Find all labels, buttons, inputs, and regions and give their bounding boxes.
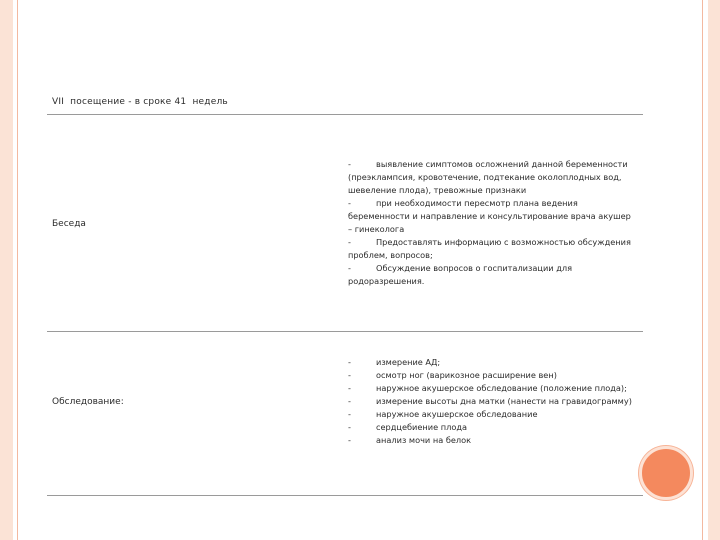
page-title: VII посещение - в сроке 41 недель xyxy=(52,97,228,107)
table-rule-top xyxy=(47,114,643,115)
list-item: - наружное акушерское обследование (положение плода); xyxy=(348,383,627,393)
table-rule-middle xyxy=(47,331,643,332)
row-content-beseda xyxy=(348,158,634,288)
row-label-obsledovanie: Обследование: xyxy=(52,397,124,407)
right-decorative-band xyxy=(708,0,720,540)
list-item: - при необходимости пересмотр плана ведения беременности и направление и консультирование врача акушер – гинеколога xyxy=(348,198,631,234)
list-item: - анализ мочи на белок xyxy=(348,435,472,445)
list-item: - осмотр ног (варикозное расширение вен) xyxy=(348,370,557,380)
table-rule-bottom xyxy=(47,495,643,496)
list-item: - наружное акушерское обследование xyxy=(348,409,538,419)
row-label-beseda: Беседа xyxy=(52,219,86,229)
list-item: - выявление симптомов осложнений данной беременности (преэклампсия, кровотечение, подтекание околоплодных вод, шевеление плода), тревожные признаки xyxy=(348,159,628,195)
left-decorative-band xyxy=(0,0,13,540)
list-item: - Обсуждение вопросов о госпитализации для родоразрешения. xyxy=(348,263,573,286)
list-item: - измерение высоты дна матки (нанести на гравидограмму) xyxy=(348,396,632,406)
list-item: - Предоставлять информацию с возможностью обсуждения проблем, вопросов; xyxy=(348,237,631,260)
accent-circle xyxy=(639,446,693,500)
list-item: - измерение АД; xyxy=(348,357,441,367)
row-content-obsledovanie xyxy=(348,356,634,447)
left-decorative-line xyxy=(17,0,18,540)
right-decorative-line xyxy=(702,0,703,540)
list-item: - сердцебиение плода xyxy=(348,422,468,432)
